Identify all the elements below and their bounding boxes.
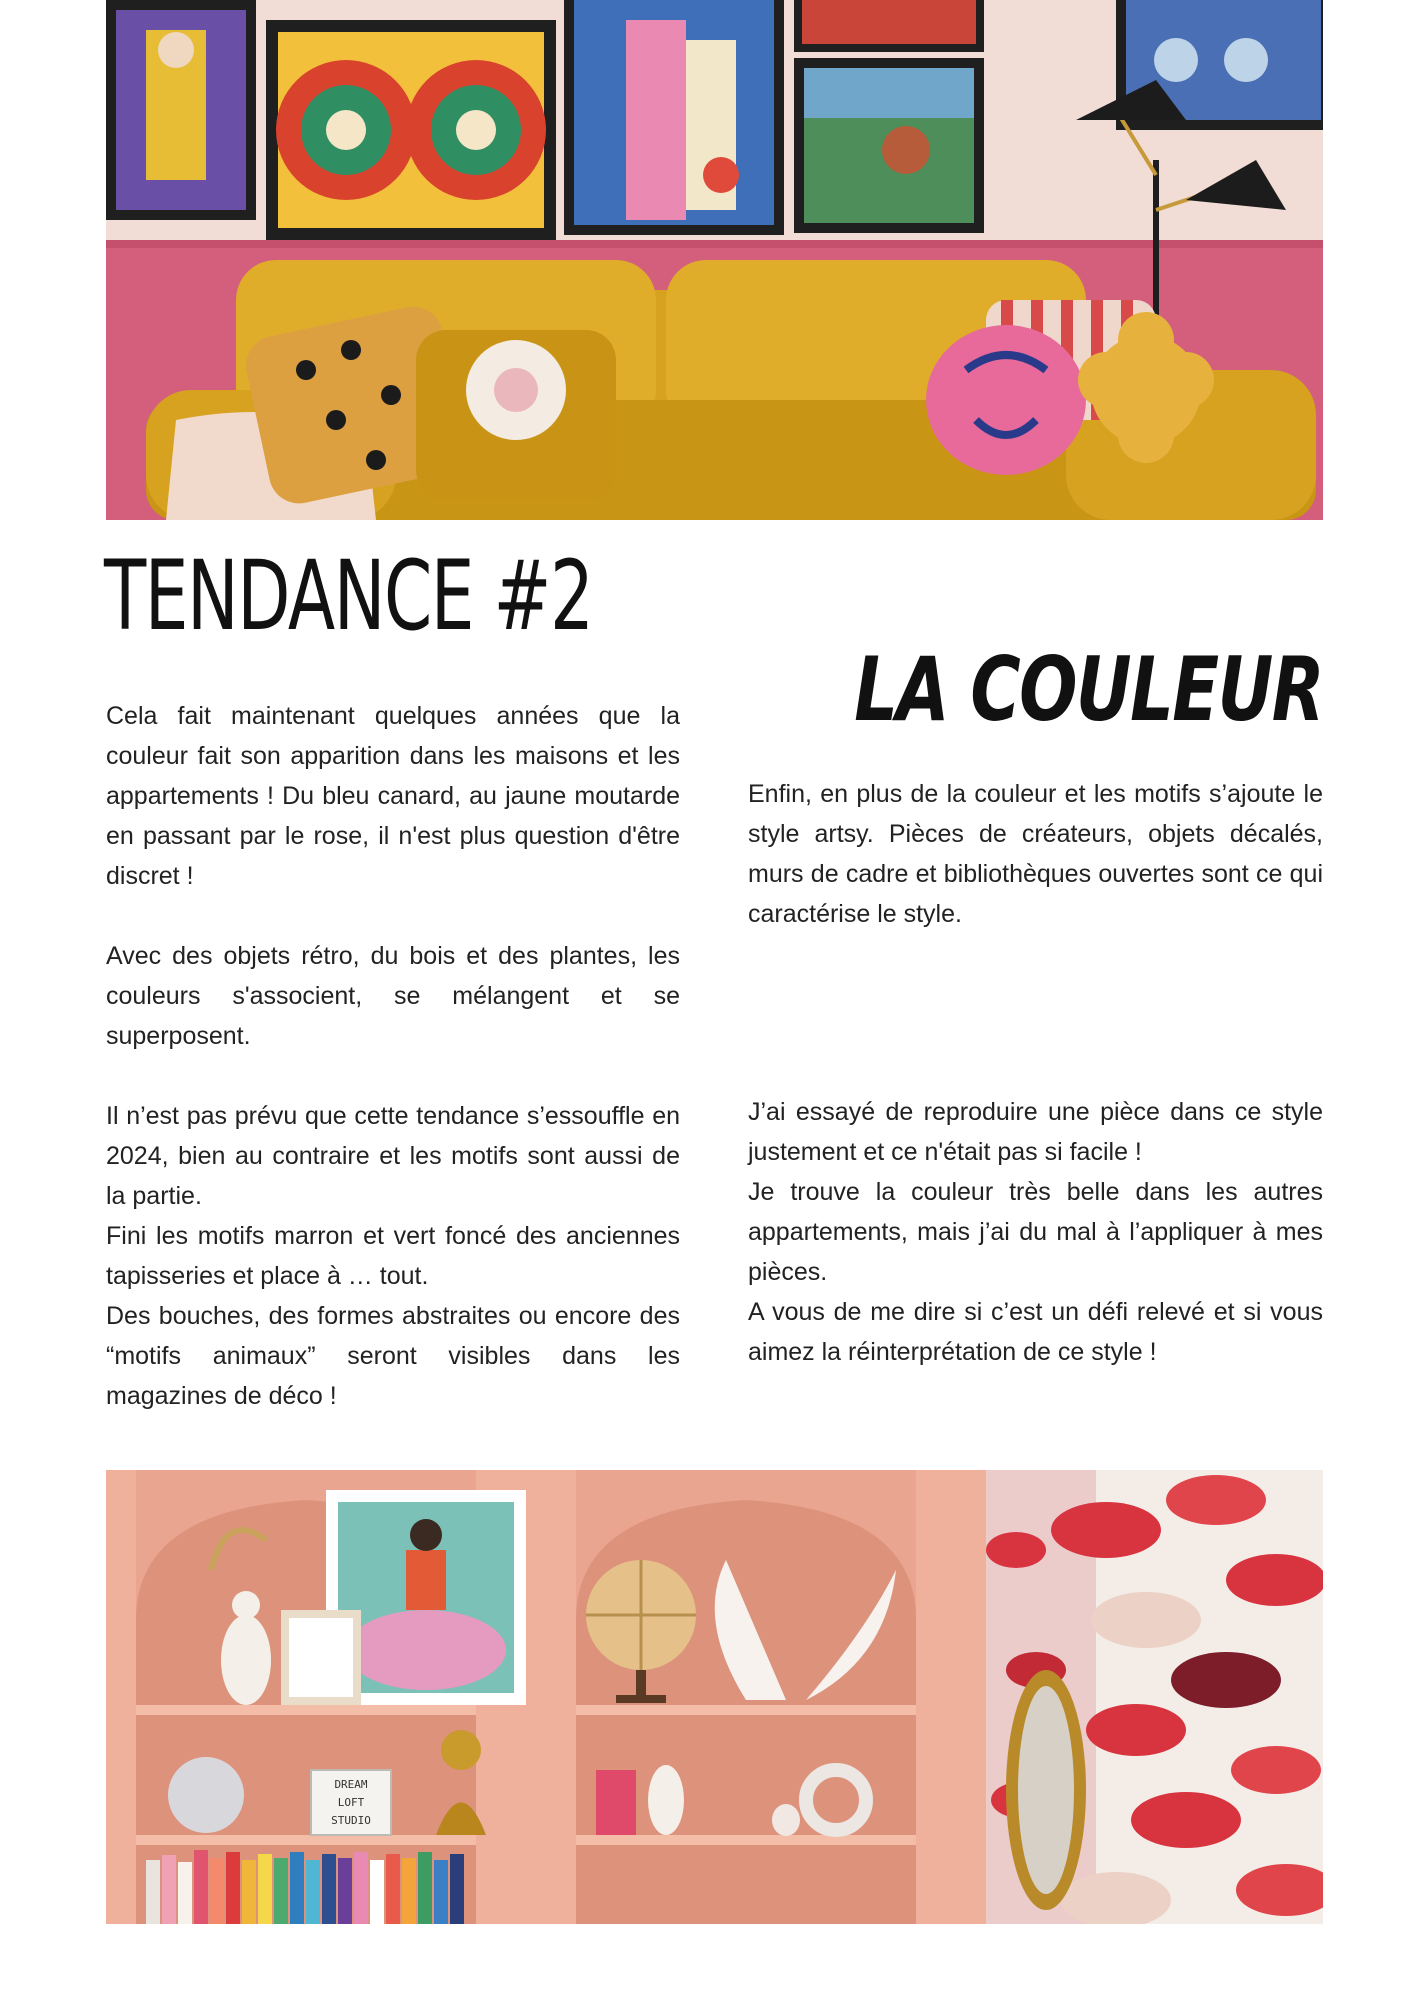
gold-mirror xyxy=(1006,1670,1086,1910)
cushion-flower xyxy=(416,330,616,500)
lightbox xyxy=(311,1770,391,1835)
frame-mandala xyxy=(266,20,556,240)
paragraph-attempt: J’ai essayé de reproduire une pièce dans ce style justement et ce n'était pas si facile ! xyxy=(748,1098,1323,1166)
frame-landscape xyxy=(794,58,984,233)
disco-ball xyxy=(168,1757,244,1833)
paragraph-artsy: Enfin, en plus de la couleur et les motifs s’ajoute le style artsy. Pièces de créateurs, objets décalés, murs de cadre et bibliothèques ouvertes sont ce qui caractérise le style. xyxy=(748,780,1323,928)
left-text-column xyxy=(106,696,680,1416)
paragraph-2024: Il n’est pas prévu que cette tendance s’essouffle en 2024, bien au contraire et les motifs sont aussi de la partie. xyxy=(106,1102,680,1210)
paragraph-opinion: Je trouve la couleur très belle dans les autres appartements, mais j’ai du mal à l’appliquer à mes pièces. xyxy=(748,1178,1323,1286)
right-text-column-top xyxy=(748,774,1323,934)
lightbox-line-3: STUDIO xyxy=(331,1814,371,1827)
right-text-column-bottom xyxy=(748,1092,1323,1372)
photo-living-room xyxy=(106,0,1323,520)
frame-abstract xyxy=(564,0,784,235)
trend-title: TENDANCE #2 xyxy=(104,540,593,652)
photo-shelves xyxy=(106,1470,1323,1924)
trend-subtitle: LA COULEUR xyxy=(854,638,1323,741)
cushion-heart xyxy=(926,325,1086,475)
paragraph-question: A vous de me dire si c’est un défi relevé et si vous aimez la réinterprétation de ce style ! xyxy=(748,1298,1323,1366)
lightbox-line-1: DREAM xyxy=(334,1778,368,1791)
lightbox-line-2: LOFT xyxy=(337,1796,365,1809)
frame-poster-small xyxy=(794,0,984,52)
torso-sculpture xyxy=(648,1765,684,1835)
frame-trumpet xyxy=(106,0,256,220)
paragraph-motifs: Fini les motifs marron et vert foncé des anciennes tapisseries et place à … tout. xyxy=(106,1222,680,1290)
paragraph-intro: Cela fait maintenant quelques années que la couleur fait son apparition dans les maisons et les appartements ! Du bleu canard, au jaune moutarde en passant par le rose, il n'est plus question d'être discret ! xyxy=(106,702,680,890)
paragraph-retro: Avec des objets rétro, du bois et des plantes, les couleurs s'associent, se mélangent et se superposent. xyxy=(106,942,680,1050)
paragraph-shapes: Des bouches, des formes abstraites ou encore des “motifs animaux” seront visibles dans les magazines de déco ! xyxy=(106,1302,680,1410)
